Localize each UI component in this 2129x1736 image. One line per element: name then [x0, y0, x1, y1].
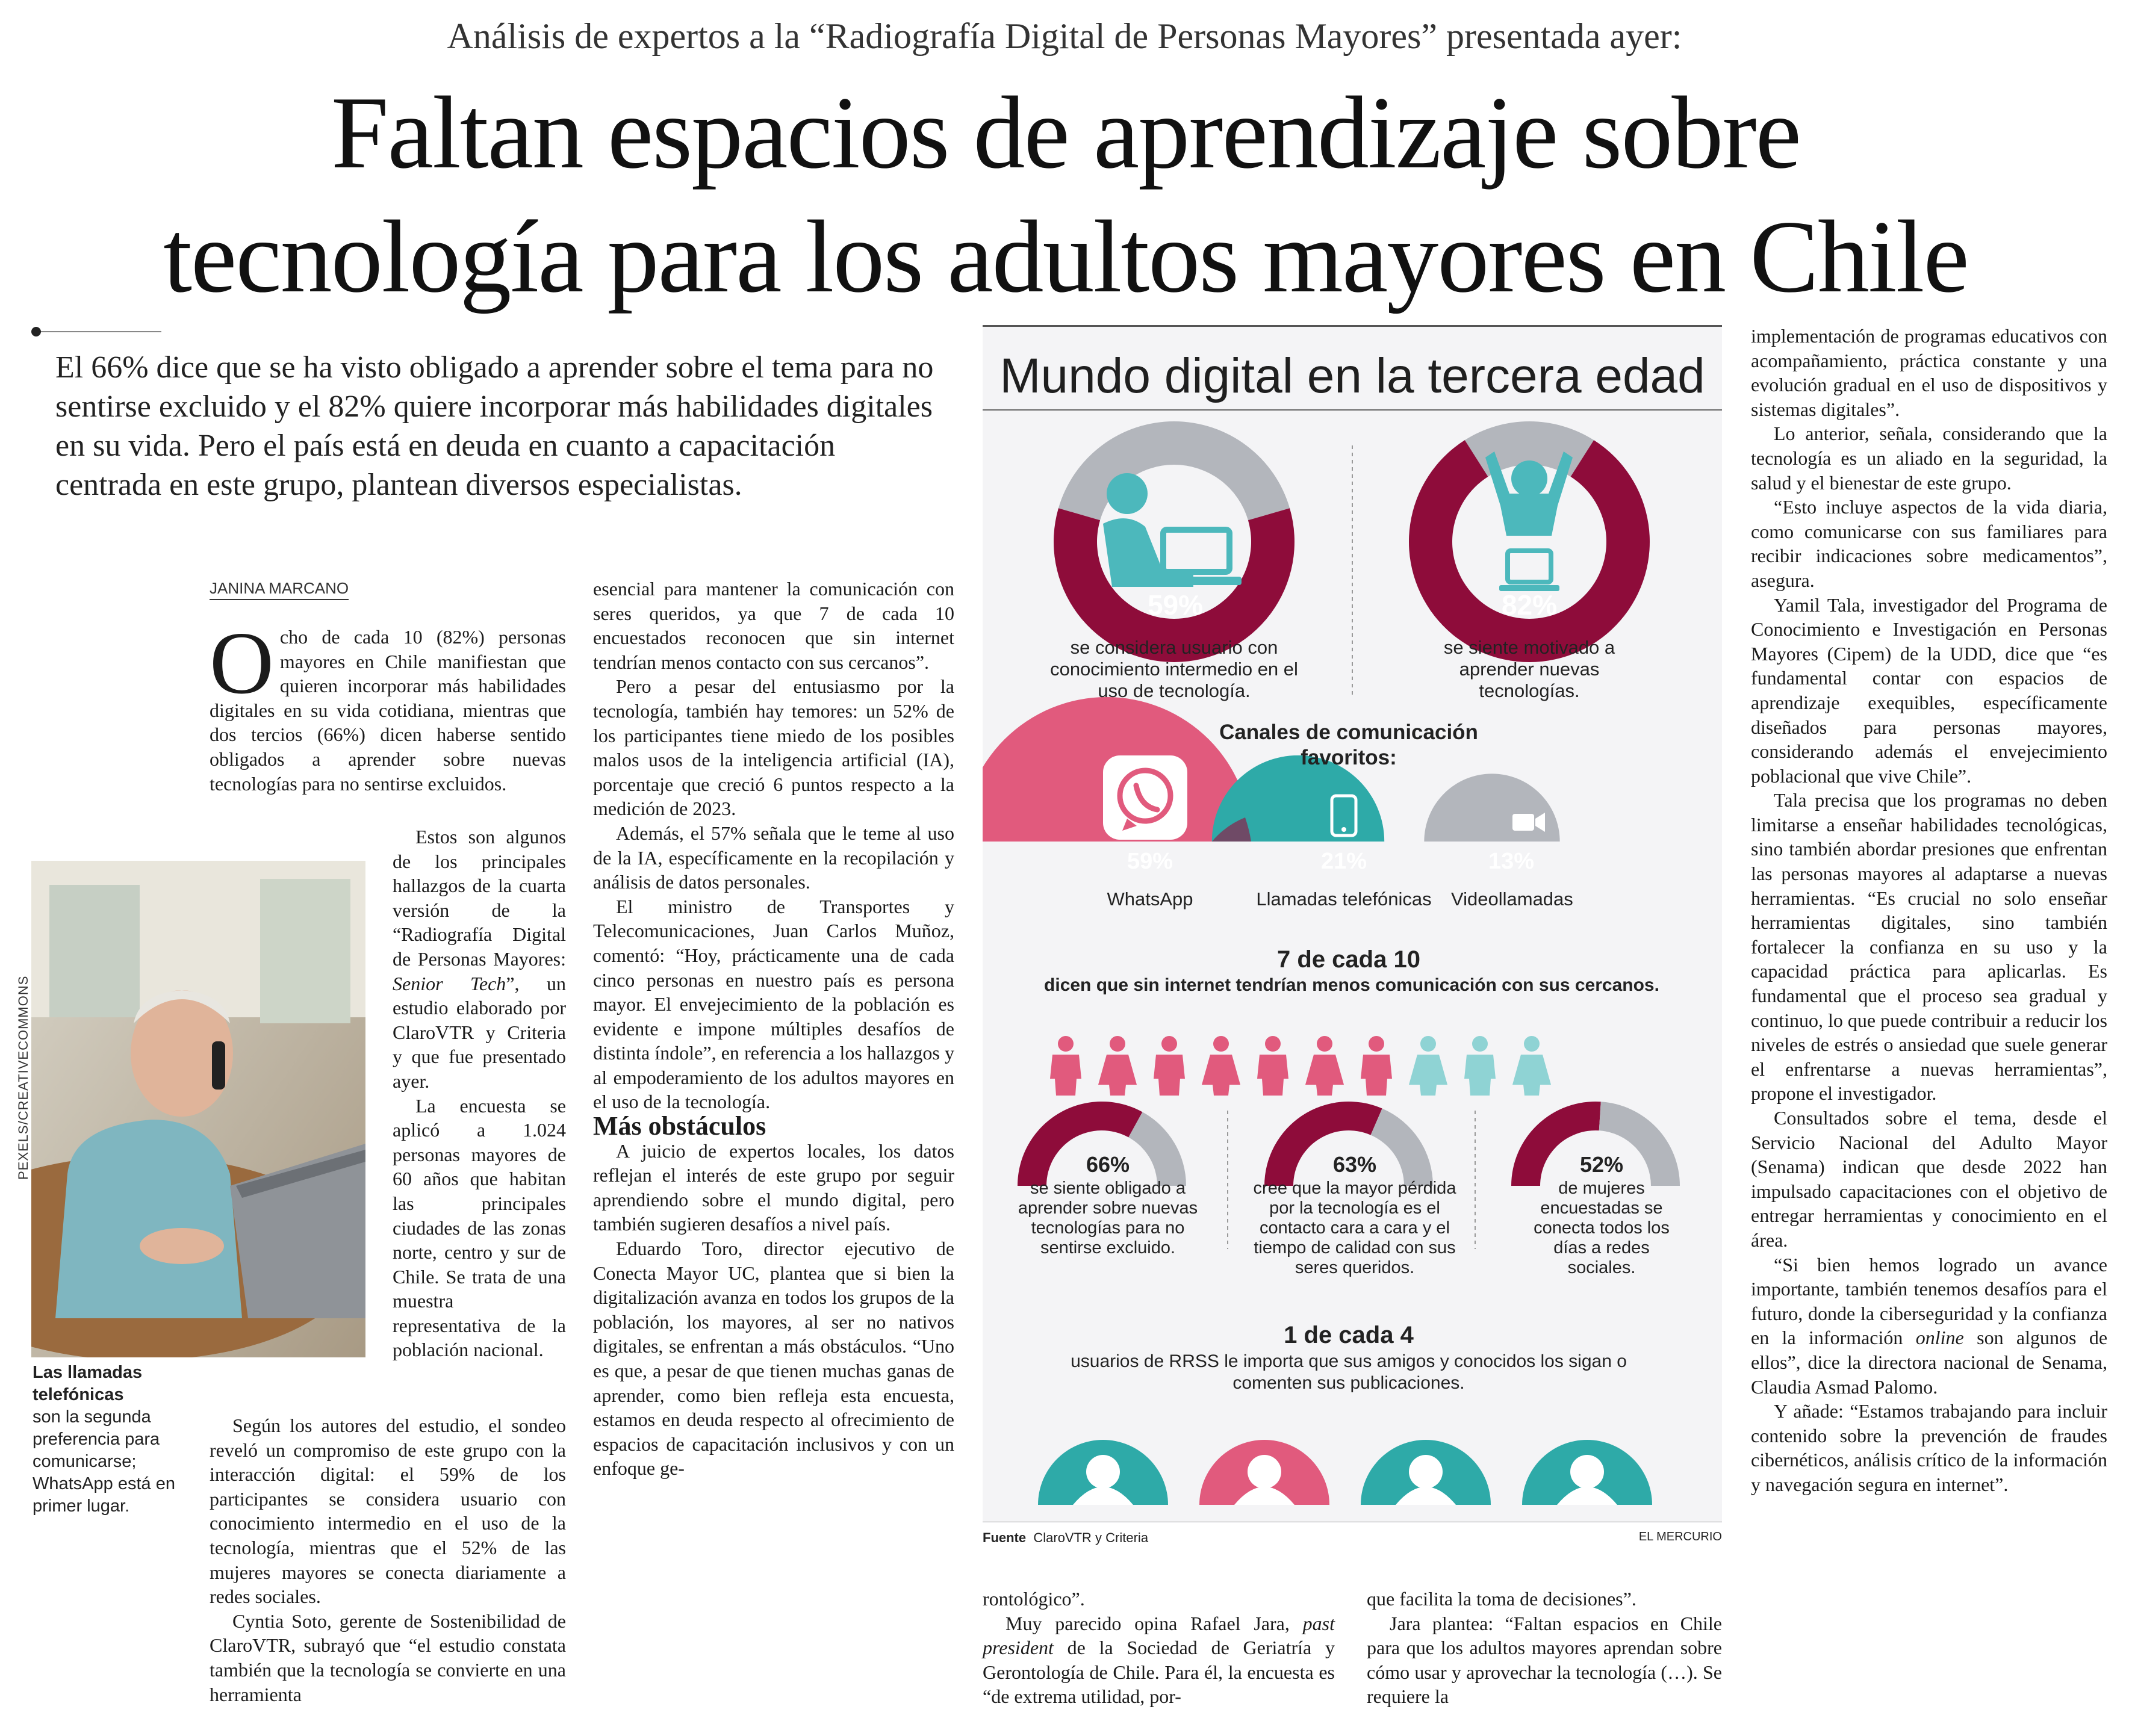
paragraph: Cyntia Soto, gerente de Sostenibilidad de ClaroVTR, subrayó que “el estudio constata también que la tecnología se convierte en una herramienta — [210, 1610, 566, 1705]
paragraph: que facilita la toma de decisiones”. — [1367, 1588, 1636, 1610]
person-body — [1098, 1055, 1137, 1096]
paragraph: esencial para mantener la comunicación con seres queridos, ya que 7 de cada 10 encuestados reconocen que sin internet tendrían menos contacto con sus cercanos”. — [593, 578, 954, 673]
user-avatar — [1361, 1440, 1491, 1505]
subheading: Más obstáculos — [593, 1111, 766, 1141]
channel-whatsapp-pct: 59% — [1127, 849, 1173, 874]
seven-subtitle: dicen que sin internet tendrían menos comunicación con sus cercanos. — [1044, 975, 1659, 995]
person-icon-highlighted — [1202, 1036, 1240, 1096]
person-head — [1161, 1036, 1177, 1052]
paragraph-text: Estos son algunos de los principales hallazgos de la cuarta versión de la “Radiografía Digital de Personas Mayores: — [393, 826, 566, 970]
person-icon — [1512, 1036, 1551, 1096]
article-column-5 — [1751, 324, 2107, 1497]
channel-calls-pct: 21% — [1320, 849, 1367, 874]
paragraph: Yamil Tala, investigador del Programa de Conocimiento e Investigación en Personas Mayores (Cipem) de la UDD, dice que “es fundamental contar con espacios de aprendizaje exequibles, específicamente diseñados para personas mayores, considerando además el envejecimiento poblacional que vive Chile”. — [1751, 594, 2107, 787]
person-icon — [1409, 1036, 1447, 1096]
donut-chart-motivation — [1409, 421, 1650, 662]
one-subtitle: usuarios de RRSS le importa que sus amigos y conocidos los sigan o comenten sus publicaciones. — [1071, 1351, 1627, 1393]
person-body — [1409, 1055, 1447, 1096]
person-head — [1058, 1036, 1074, 1052]
source-label: Fuente — [983, 1530, 1027, 1545]
person-body — [1202, 1055, 1240, 1096]
avatar-head — [1086, 1455, 1120, 1489]
channel-half-disc — [1424, 773, 1559, 842]
dropcap: O — [210, 614, 274, 713]
paragraph-text: de la Sociedad de Geriatría y Gerontología de Chile. Para él, la encuesta es “de extrema utilidad, por- — [983, 1637, 1335, 1708]
paragraph: Lo anterior, señala, considerando que la tecnología es un aliado en la seguridad, la salud y el bienestar de este grupo. — [1751, 423, 2107, 494]
user-avatar-highlighted — [1199, 1440, 1329, 1505]
channels-title: Canales de comunicación favoritos: — [1219, 721, 1478, 769]
headline-line-1: Faltan espacios de aprendizaje sobre — [331, 76, 1801, 190]
paragraph: “Esto incluye aspectos de la vida diaria, como comunicarse con sus familiares para recibir indicaciones sobre medicamentos”, asegura. — [1751, 496, 2107, 591]
user-avatar — [1522, 1440, 1652, 1505]
paragraph-text: cho de cada 10 (82%) personas mayores en Chile manifiestan que quieren incorporar más habilidades digitales en su vida cotidiana, mientras que dos tercios (66%) dicen haberse sentido obligados a aprender sobre nuevas tecnologías para no sentirse excluidos. — [210, 626, 566, 795]
paragraph: rontológico”. — [983, 1588, 1085, 1610]
person-head — [1317, 1036, 1332, 1052]
person-head — [1265, 1036, 1281, 1052]
paragraph — [983, 1611, 1335, 1709]
italic-text: Senior Tech — [393, 972, 506, 994]
photo-credit: PEXELS/CREATIVECOMMONS — [16, 975, 31, 1180]
article-column-1-bottom — [210, 1413, 566, 1707]
donut2-label: se siente motivado a aprender nuevas tecnologías. — [1443, 637, 1615, 701]
paragraph-text: Muy parecido opina Rafael Jara, — [1005, 1612, 1290, 1634]
seven-of-ten-pictogram — [1050, 1036, 1551, 1096]
donut-remainder-arc — [1058, 421, 1290, 520]
half1-label: se siente obligado a aprender sobre nuevas tecnologías para no sentirse excluido. — [1018, 1179, 1198, 1257]
paragraph: Jara plantea: “Faltan espacios en Chile para que los adultos mayores aprendan sobre cómo usar y aprovechar la tecnología (…). Se requiere la — [1367, 1612, 1722, 1708]
paragraph: Consultados sobre el tema, desde el Servicio Nacional del Adulto Mayor (Senama) indican que desde 2022 han impulsado capacitaciones con el objetivo de entregar herramientas y conocimiento en el área. — [1751, 1107, 2107, 1251]
paragraph: Y añade: “Estamos trabajando para incluir contenido sobre la prevención de fraudes cibernéticos, análisis crítico de la información y navegación segura en internet”. — [1751, 1400, 2107, 1495]
person-body — [1512, 1055, 1551, 1096]
half1-pct: 66% — [1086, 1152, 1130, 1177]
kicker: Análisis de expertos a la “Radiografía Digital de Personas Mayores” presentada ayer: — [447, 16, 1682, 56]
byline: JANINA MARCANO — [210, 579, 349, 600]
person-icon-highlighted — [1257, 1036, 1288, 1096]
lead-paragraph: El 66% dice que se ha visto obligado a aprender sobre el tema para no sentirse excluido y el 82% quiere incorporar más habilidades digitales en su vida. Pero el país está en deuda en cuanto a capacitación centrada en este grupo, plantean diversos especialistas. — [55, 350, 934, 502]
infographic-title-rule — [983, 409, 1722, 411]
person-body — [1154, 1055, 1185, 1096]
half2-pct: 63% — [1332, 1152, 1377, 1177]
channel-video-label: Videollamadas — [1451, 888, 1573, 910]
source-text: ClaroVTR y Criteria — [1033, 1530, 1149, 1545]
donut1-pct: 59% — [1147, 589, 1204, 621]
paragraph: El ministro de Transportes y Telecomunicaciones, Juan Carlos Muñoz, comentó: “Hoy, prácticamente una de cada cinco personas en nuestro país es persona mayor. El envejecimiento de la población es evidente e impone múltiples desafíos de distinta índole”, en referencia a los hallazgos y al empoderamiento de los adultos mayores en el uso de la tecnología. — [593, 895, 954, 1113]
brand-credit: EL MERCURIO — [1638, 1530, 1722, 1543]
article-column-4 — [1367, 1587, 1722, 1709]
person-body — [1050, 1055, 1081, 1096]
person-icon-highlighted — [1098, 1036, 1137, 1096]
avatar-head — [1248, 1455, 1281, 1489]
article-column-3 — [983, 1587, 1335, 1709]
italic-text: online — [1915, 1327, 1964, 1349]
infographic-title: Mundo digital en la tercera edad — [999, 349, 1705, 403]
one-of-four-pictogram — [1038, 1440, 1652, 1505]
donut-chart-usage — [1054, 421, 1294, 662]
paragraph: Tala precisa que los programas no deben limitarse a enseñar habilidades tecnológicas, sino también abordar presiones que enfrentan las personas mayores al adaptarse a nuevas herramientas. “Es crucial no solo enseñar herramientas digitales, sino también fortalecer la confianza en su uso y la capacidad práctica para aplicarlas. Es fundamental que el proceso sea gradual y continuo, lo que puede contribuir a reducir los niveles de estrés o ansiedad que suele generar el enfrentarse a nuevas herramientas”, propone el investigador. — [1751, 789, 2107, 1105]
person-body — [1464, 1055, 1496, 1096]
paragraph: A juicio de expertos locales, los datos reflejan el interés de este grupo por seguir aprendiendo sobre el mundo digital, pero también sugieren desafíos a nivel país. — [593, 1139, 954, 1235]
paragraph — [393, 825, 566, 1094]
person-head — [1524, 1036, 1540, 1052]
article-column-1-wrap — [393, 825, 566, 1362]
one-title: 1 de cada 4 — [1284, 1322, 1414, 1348]
article-column-2 — [593, 577, 954, 1481]
avatar-head — [1570, 1455, 1604, 1489]
person-icon-highlighted — [1361, 1036, 1392, 1096]
italic-text: past president — [983, 1612, 1335, 1659]
channel-whatsapp-label: WhatsApp — [1107, 888, 1193, 910]
paragraph — [210, 614, 566, 796]
seven-title: 7 de cada 10 — [1277, 946, 1420, 973]
half3-pct: 52% — [1579, 1152, 1624, 1177]
celebrating-user-icon — [1485, 451, 1573, 591]
paragraph: Además, el 57% señala que le teme al uso de la IA, específicamente en la recopilación y análisis de datos personales. — [593, 822, 954, 893]
person-head — [1420, 1036, 1436, 1052]
person-head — [1472, 1036, 1488, 1052]
caption-bold: Las llamadas telefónicas — [33, 1363, 143, 1404]
donut2-pct: 82% — [1501, 589, 1558, 621]
photo-illustration — [31, 861, 365, 1357]
half3-label: de mujeres encuestadas se conecta todos los días a redes sociales. — [1534, 1179, 1670, 1277]
person-body — [1361, 1055, 1392, 1096]
person-body — [1305, 1055, 1344, 1096]
paragraph-text: ”, un estudio elaborado por ClaroVTR y Criteria y que fue presentado ayer. — [393, 972, 567, 1092]
half2-label: cree que la mayor pérdida por la tecnología es el contacto cara a cara y el tiempo de calidad con sus seres queridos. — [1253, 1179, 1456, 1277]
caption-text: son la segunda preferencia para comunicarse; WhatsApp está en primer lugar. — [33, 1407, 175, 1516]
user-avatar — [1038, 1440, 1168, 1505]
paragraph: La encuesta se aplicó a 1.024 personas mayores de 60 años que habitan las principales ciudades de las zonas norte, centro y sur de Chile. Se trata de una muestra representativa de la población nacional. — [393, 1094, 566, 1361]
paragraph: Según los autores del estudio, el sondeo reveló un compromiso de este grupo con la interacción digital: el 59% de los participantes se considera usuario con conocimiento intermedio en el uso de la tecnología, mientras que el 52% de las mujeres mayores se conecta diariamente a redes sociales. — [210, 1415, 566, 1608]
article-column-1 — [210, 614, 566, 796]
channel-calls-label: Llamadas telefónicas — [1256, 888, 1432, 910]
lead-ornament — [35, 331, 161, 332]
person-head — [1110, 1036, 1125, 1052]
paragraph — [1751, 1253, 2107, 1400]
person-icon-highlighted — [1305, 1036, 1344, 1096]
channel-video-pct: 13% — [1488, 849, 1535, 874]
source — [983, 1530, 1148, 1546]
whatsapp-icon — [1103, 755, 1187, 840]
paragraph-text: “Si bien hemos logrado un avance importante, también tenemos desafíos para el futuro, donde la ciberseguridad y la confianza en la información — [1751, 1253, 2107, 1349]
headline-line-2: tecnología para los adultos mayores en Chile — [163, 200, 1968, 314]
paragraph-text: son algunos de ellos”, dice la directora nacional de Senama, Claudia Asmad Palomo. — [1751, 1327, 2108, 1398]
paragraph: implementación de programas educativos con acompañamiento, práctica constante y una evolución gradual en el uso de dispositivos y sistemas digitales”. — [1751, 325, 2107, 420]
avatar-head — [1409, 1455, 1443, 1489]
person-head — [1213, 1036, 1229, 1052]
infographic-top-rule — [983, 325, 1722, 327]
donut1-label: se considera usuario con conocimiento intermedio en el uso de tecnología. — [1050, 637, 1298, 701]
laptop-user-icon — [1103, 473, 1242, 587]
person-body — [1257, 1055, 1288, 1096]
person-icon-highlighted — [1050, 1036, 1081, 1096]
person-icon — [1464, 1036, 1496, 1096]
person-head — [1369, 1036, 1384, 1052]
article-photo — [31, 861, 365, 1357]
paragraph: Eduardo Toro, director ejecutivo de Conecta Mayor UC, plantea que si bien la digitalización avanza en todos los grupos de la población, los mayores, al ser no nativos digitales, se enfrentan a más obstáculos. “Uno es que, a pesar de que tienen muchas ganas de aprender, como bien refleja esta encuesta, estamos en deuda respecto al ofrecimiento de espacios de capacitación inclusivos y con un enfoque ge- — [593, 1238, 954, 1480]
paragraph: Pero a pesar del entusiasmo por la tecnología, también hay temores: un 52% de los participantes tiene miedo de los posibles malos usos de la inteligencia artificial (IA), porcentaje que creció 6 puntos respecto a la medición de 2023. — [593, 675, 954, 820]
person-icon-highlighted — [1154, 1036, 1185, 1096]
headline — [36, 71, 2095, 319]
photo-caption — [33, 1362, 183, 1517]
